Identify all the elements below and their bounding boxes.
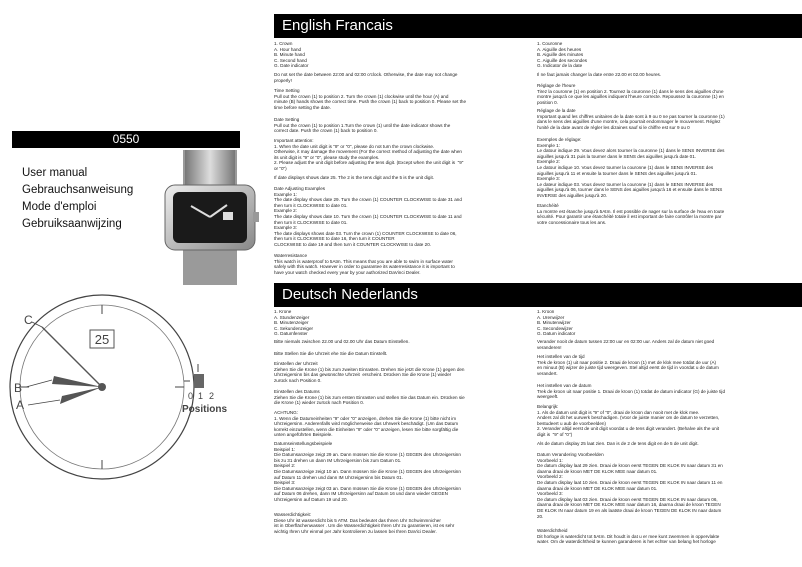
dutch-time-setting: Het instellen van de tijd Trek de kroon (1) uit naar positie 2. Draai de kroon (1) met de klok mee totdat de uur (A) en minuut (B) wijzer de juiste tijd weergeven. Stel altijd eerst de tijd in voordat u de datum verandert. [537, 354, 719, 376]
model-number: 0550 [112, 132, 140, 146]
dutch-important: Belangrijk: 1. Als de datum unit digit is "9" of "0", draai de kroon dan nooit met de klok mee. Anders zal dit het uurwerk beschadigen. (Voor de juiste manier om de datum te verzetten, bestudeert u aub de voorbeelden) 2. Verander altijd eerst de unit digit voordat u de tens digit verandert. (Behalve als the unit digit is "9" of "0") [537, 404, 720, 437]
german-water: Wasserdichtigkeit: Diese Uhr ist wasserdicht bis 5 ATM. Das bedeutet das Ihnen Uhr Schwimmnicher ist in Oberflächenwasser . Um die Wasserdichtigkeit Ihren Uhr zu garantieren, ist es sehr wichtig Ihren Uhr einmal per Jahr kontrolieren zu lassen bei Ihren DaVici Dealer. [274, 512, 455, 534]
german-date-setting: Einstellen des Datums Ziehen Sie die Krone (1) bis zum ersten Einrasten und stellen Sie das Datum ein. Drücken sie die Krone (1) wieder zurück nach Position 0. [274, 389, 465, 406]
dutch-examples: Datum Verandering Voorbeelden Voorbeeld 1: De datum display laat 29 zien. Draai de kroon eerst TEGEN DE KLOK IN naar datum 31 en daarna draai de kroon MET DE KLOK MEE naar datum 01. Voorbeeld 2: De datum display laat 10 zien. Draai de kroon eerst TEGEN DE KLOK IN naar datum 11 en daarna draai de kroon MET DE KLOK MEE naar datum 01. Voorbeeld 3: De datum display laat 03 zien. Draai de kroon eerst TEGEN DE KLOK IN naar datum 06, daarna draai de kroon MET DE KLOK MEE naar datum 16, daarna draai de kroon TEGEN DE KLOK IN naar datum 19 en als laatste draai de kroon TEGEN DE KLOK IN naar datum 20. [537, 452, 723, 519]
section-bar-de-nl [274, 283, 802, 307]
english-important: Important attention: 1. When the date unit digit is "9" or "0", please do not turn the crown clockwise. Otherwise, it may damage the movement (For the correct method of adjusting the date when its unit digit is "9" or "0", please study the examples. 2. Please adjust the unit digit before adjusting the tens digit. (Except when the unit digit is "9" or "0") [274, 138, 464, 171]
diagram-label-b: B [14, 381, 23, 395]
dutch-water: Waterdichtheid Dit horloge is waterdicht tot 5Atm. Dit houdt in dat u er mee kunt zwemmen in oppervlakte water. Om de waterdichtheid te kunnen garanderen is het echter van belang het horloge [537, 528, 720, 545]
english-date-setting: Date Setting Pull out the crown (1) to position 1.Turn the crown (1) until the date indicator shows the correct date. Push the crown (1) back to position 0. [274, 117, 451, 134]
english-water: Waterresistance This watch is waterproof to 5Atm. This means that you are able to swim in surface water safely with this watch. However in order to guarantee its waterresistance it is important to have your watch checked every year by your authorized DaVinci Dealer. [274, 253, 455, 275]
french-date-setting: Réglage de la date Important quand les chiffres unitaires de la date sont à 9 ou 0 ne pas tourner la couronne (1) dans le sens des aiguilles d'une montre, cela pourrait endommager le mouvement. Réglez l'unité de la date avant de régler les dizaines sauf si le chiffre est sur 9 ou 0 [537, 108, 725, 130]
watch-photo [155, 150, 265, 285]
english-parts: 1. Crown A. Hour hand B. Minute hand C. Second hand G. Date indicator [274, 41, 309, 69]
dutch-date-warning: Verander nooit de datum tussen 22:00 uur en 02:00 uur. Anders zal de datum niet goed veranderen! [537, 339, 715, 350]
model-bar [12, 131, 240, 148]
german-examples: Datumseinstellungsbeispiele Beispiel 1: Die Datumsanzeige zeigt 29 an. Dann müssen Sie die Krone (1) GEGEN den Uhrzeigersinn bis zu 31 drehen un dann IM Uhrzeigersinn bis zum Datum 01. Beispiel 2: Die Datumsanzeige zeigt 10 an. Dann müssen Sie die Krone (1) GEGEN den Uhrzeigersinn auf Datum 11 drehen und dann IM Uhrzeigersinn bis Datum 01. Beispiel 3: Die Datumsanzeige zeigt 03 an. Dann müssen Sie die Krone (1) GEGEN den Uhrzeigersinn auf Datum 06 drehen, dann IM Uhrzeigersinn auf Datum 16 und dann wieder GEGEN Uhrzeigersinn auf Datum 19 und 20. [274, 441, 461, 502]
english-time-setting: Time Setting Pull out the crown (1) to position 2. Turn the crown (1) clockwise until the hour (A) and minute (B) hands shows the correct time. Push the crown (1) back to position 0. Please set the time before setting the date. [274, 88, 467, 110]
language-item-fr: Mode d'emploi [22, 201, 97, 213]
german-time-setting: Einstellen der Uhrzeit Ziehen Sie die Krone (1) bis zum zweiten Einrasten. Drehen Sie jetzt die Krone (1) gegen den Uhrzeigersinn bis das gewünschte Uhrzeit erscheint. Drücken Sie die Krone (1) wieder zurück nach Position 0. [274, 361, 465, 383]
german-date-warning: Bitte niemals zwischen 22.00 und 02.00 Uhr das Datum Einstellen. [274, 339, 410, 344]
diagram-position-2: 2 [209, 391, 215, 401]
section-title-de-nl: Deutsch Nederlands [282, 286, 418, 303]
french-date-warning: Il ne faut jamais changer la date entre 22.00 et 02.00 heures. [537, 72, 662, 77]
english-examples: Date Adjusting Examples Example 1: The date display shows date 29. Turn the crown (1) COUNTER CLOCKWISE to date 31 and then turn it CLOCKWISE to date 01. Example 2: The date display shows date 10. Turn the crown (1) COUNTER CLOCKWISE to date 11 and then turn it CLOCKWISE to date 01. Example 3: The date displays shows date 03. Turn the crown (1) COUNTER CLOCKWISE to date 06, then turn it CLOCKWISE to date 16, then turn it COUNTER CLOCKWISE to date 19 and then turn it COUNTER CLOCKWISE to date 20. [274, 186, 462, 247]
german-parts: 1. Krone A. Stundenzeiger B. Minutenzeiger C. Sekundenzeiger G. Datumfenster [274, 309, 314, 337]
diagram-date-window-label: 25 [94, 332, 110, 347]
german-important: ACHTUNG: 1. Wenn die Datumeinheiten "9" oder "0" anzeigen, drehen Sie die Krone (1) bitte nicht im Uhrzeigersinn. Anderenfalls wird möglicherweise das Uhrwerk beschädigt. (Um das Datum korrekt einzustellen, wenn die Einheiten "9" oder "0" anzeigen, lesen Sie bitte sorgfältig die unten angeführten Beispiele. [274, 410, 459, 438]
diagram-label-a: A [16, 398, 25, 412]
french-water: Etanchéité La montre est étanche jusqu'à 5Atm. Il est possible de nager sur la surface de l'eau en toute sécurité. Pour garantir une étanchéité totale il est important de faire contrôler la montre par votre concessionaire tous les ans. [537, 203, 725, 225]
english-date-warning: Do not set the date between 22:00 and 02:00 o'clock. Otherwise, the date may not change properly! [274, 72, 458, 83]
diagram-position-0: 0 [188, 391, 194, 401]
dutch-parts: 1. Kroon A. Urenwijzer B. Minutenwijzer C. Secondewijzer G. Datum indicator [537, 309, 576, 337]
french-parts: 1. Couronne A. Aiguille des heures B. Aiguille des minutes C. Aiguille des secondes G. Indicator de la date [537, 41, 588, 69]
language-item-nl: Gebruiksaanwijzing [22, 218, 122, 230]
french-time-setting: Réglage de l'heure Tirez la couronne (1) en position 2. Tournez la couronne (1) dans le sens des aiguilles d'une montre jusqu'à ce que les aiguilles indiquent l'heure correcte. Repoussez la couronne (1) en position 0. [537, 83, 724, 105]
section-title-en-fr: English Francais [282, 17, 393, 34]
dutch-if-date: Als de datum display 25 laat zien. Dan is de 2 de tens digit en de 5 de unit digit. [537, 441, 699, 446]
watch-diagram [2, 292, 264, 564]
manual-language-list [22, 165, 133, 233]
english-if-date: If date displays shows date 25. The 2 is the tens digit and the 5 is the unit digit. [274, 175, 435, 180]
dutch-date-setting: Het instellen van de datum Trek de kroon uit naar positie 1. Draai de kroon (1) totdat de datum indicator (G) de juiste tijd weergeeft. [537, 383, 726, 400]
diagram-positions-label: Positions [182, 404, 228, 415]
section-bar-en-fr [274, 14, 802, 38]
language-item-en: User manual [22, 167, 88, 179]
diagram-label-c: C [24, 313, 33, 327]
diagram-position-1: 1 [198, 391, 204, 401]
language-item-de: Gebrauchsanweisung [22, 184, 134, 196]
german-first: Bitte Stellen Sie die Uhrzeit ehe Sie die Datum Einstellt. [274, 351, 388, 356]
french-examples: Exemples de réglage: Exemple 1: Le datour indique 29. Vous devez alors tourner la couronne (1) dans le SENS INVERSE des aiguilles jusqu'à 31 puis la tourner dans le SENS des aiguilles jusqu'à date 01. Exemple 2: Le datour indique 10. Vous devez tourner la couronne (1) dans le SENS INVERSE des aiguilles jusqu'à 11 et ensuite la tourner dans le SENS des aiguilles jusqu'à 01. Exemple 3: Le dateur indique 03. Vous devez tourner la couronne (1) dans le SENS INVERSE des aiguilles jusqu'à 06, tourner dans le SENS des aiguilles jusqu'à 16 et ensuite dans le SENS INVERSE des aiguilles jusqu'à 20. [537, 137, 725, 198]
